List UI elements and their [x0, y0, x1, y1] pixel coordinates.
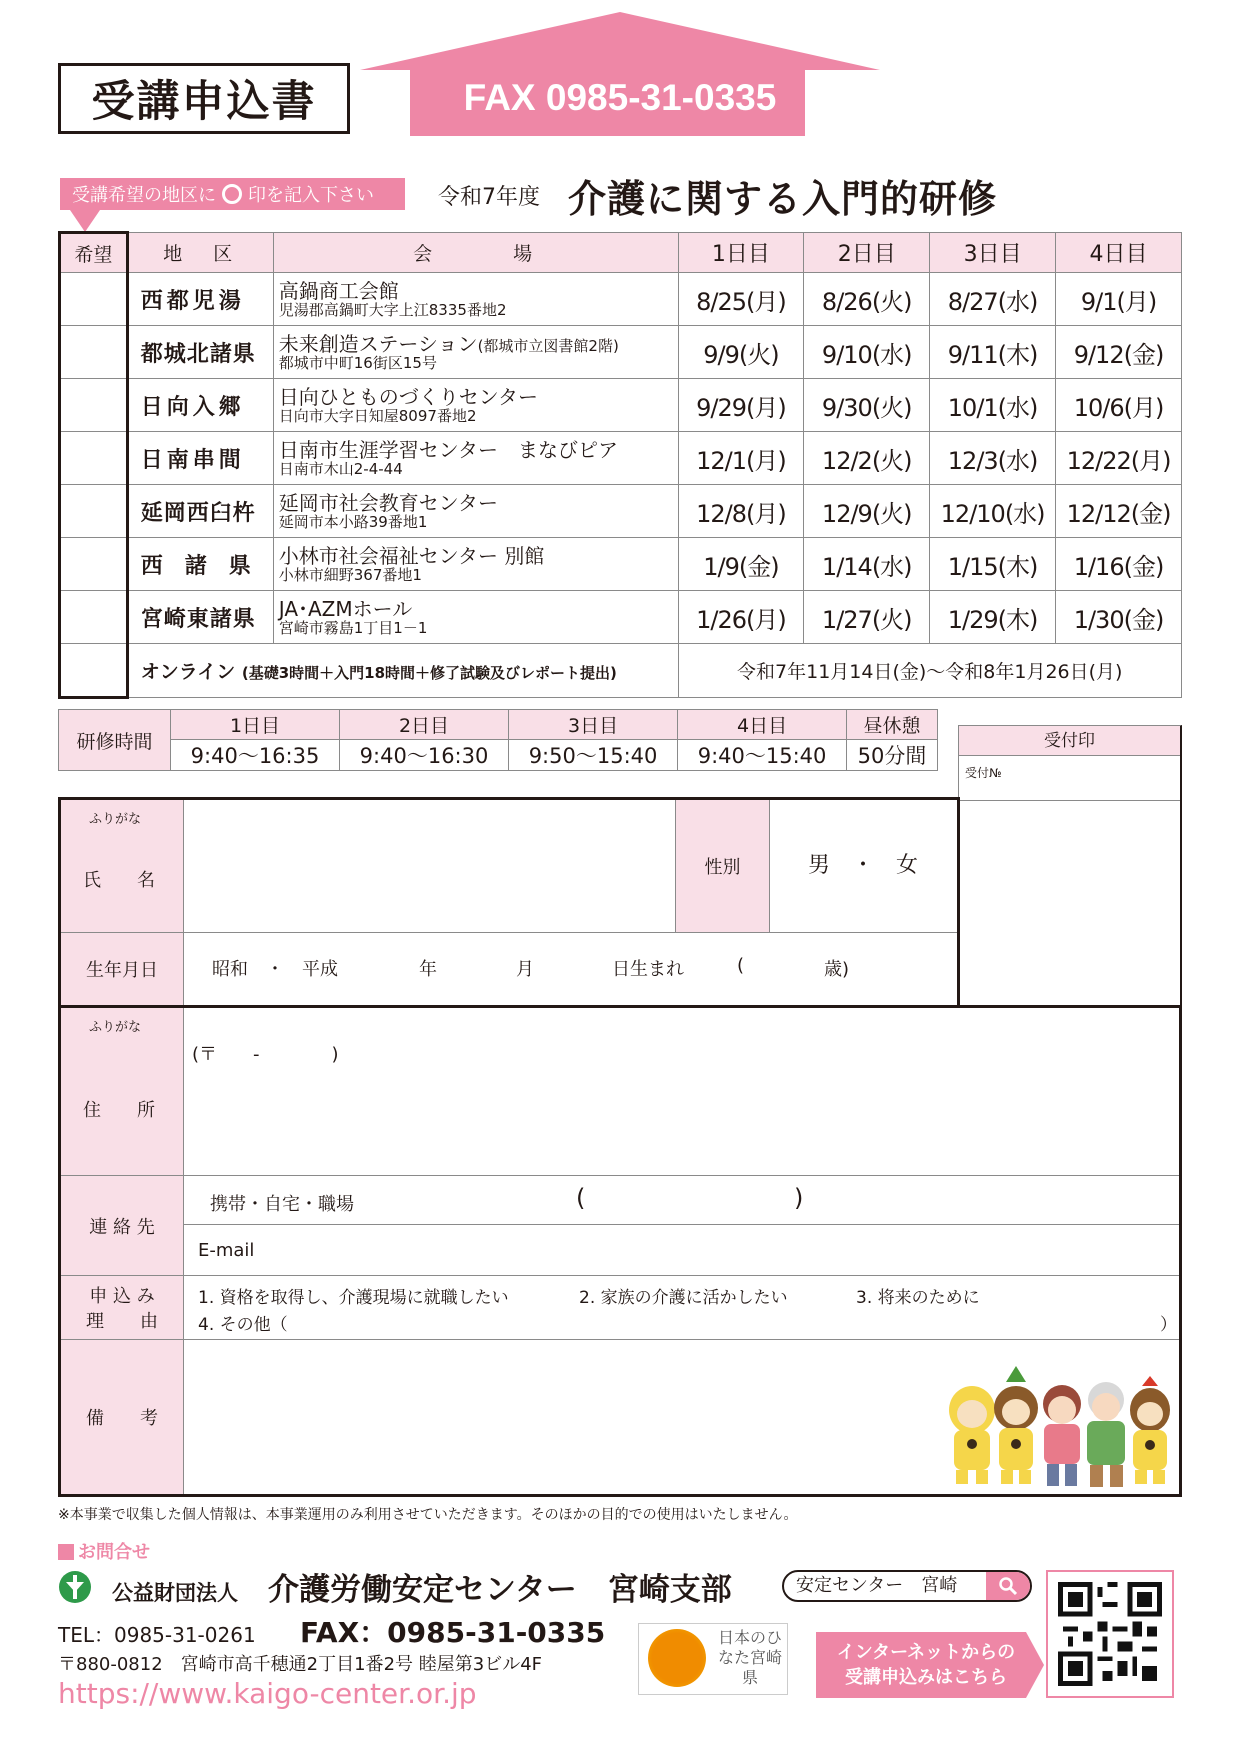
birth-label: 生年月日 — [61, 933, 184, 1005]
hours-header: 2日目 — [340, 710, 509, 740]
hours-value: 9:40～15:40 — [678, 740, 847, 771]
reason-label-line2: 理 由 — [86, 1311, 158, 1332]
venue-name: 延岡市社会教育センター — [278, 490, 498, 515]
birth-input[interactable] — [184, 933, 957, 1005]
want-checkbox[interactable] — [60, 644, 128, 698]
online-period: 令和7年11月14日(金)～令和8年1月26日(月) — [678, 644, 1182, 698]
venue-name: 高鍋商工会館 — [278, 278, 399, 303]
reason-label-line1: 申 込 み — [89, 1286, 155, 1307]
name-furigana-label: ふりがな — [89, 812, 142, 827]
phone-type-options[interactable]: 携帯・自宅・職場 — [210, 1194, 354, 1215]
hours-table — [58, 709, 938, 771]
age-open-paren: ( — [737, 955, 745, 976]
venue-address: 都城市中町16街区15号 — [278, 353, 437, 372]
date-day1: 1/26(月) — [678, 591, 804, 644]
date-day1: 12/1(月) — [678, 432, 804, 485]
region-name: 西都児湯 — [127, 273, 273, 326]
venue-name: 日向ひとものづくりセンター — [278, 384, 538, 409]
header-venue: 会 場 — [273, 233, 678, 273]
gender-options[interactable]: 男 ・ 女 — [770, 800, 957, 933]
want-checkbox[interactable] — [60, 432, 128, 485]
mascot-3 — [1130, 1376, 1170, 1484]
reason-option-3[interactable]: 3. 将来のために — [856, 1288, 980, 1308]
header-day1: 1日目 — [678, 233, 804, 273]
date-day2: 9/30(火) — [804, 379, 930, 432]
online-cell — [127, 644, 678, 698]
date-day4: 10/6(月) — [1056, 379, 1182, 432]
date-day4: 1/16(金) — [1056, 538, 1182, 591]
hours-value: 9:50～15:40 — [509, 740, 678, 771]
region-name: 宮崎東諸県 — [127, 591, 273, 644]
table-row — [60, 326, 1182, 379]
address-label-cell — [61, 1008, 184, 1176]
hours-value: 9:40～16:30 — [340, 740, 509, 771]
online-application-line1: インターネットからの — [836, 1642, 1016, 1663]
date-day4: 1/30(金) — [1056, 591, 1182, 644]
date-day4: 9/12(金) — [1056, 326, 1182, 379]
hours-value: 50分間 — [847, 740, 938, 771]
hours-header: 昼休憩 — [847, 710, 938, 740]
region-name: 日南串間 — [127, 432, 273, 485]
hours-header: 4日目 — [678, 710, 847, 740]
venue-address: 宮崎市霧島1丁目1－1 — [278, 618, 428, 637]
organization-name: 介護労働安定センター 宮崎支部 — [268, 1572, 732, 1608]
birth-day-label: 日生まれ — [612, 959, 684, 980]
header-day3: 3日目 — [930, 233, 1056, 273]
hours-header-row — [59, 710, 938, 740]
remarks-label: 備 考 — [61, 1340, 184, 1494]
receipt-stamp-box — [958, 725, 1182, 1007]
venue-cell — [273, 326, 678, 379]
course-title: 介護に関する入門的研修 — [568, 177, 998, 221]
date-day2: 1/14(水) — [804, 538, 930, 591]
reason-option-other[interactable]: 4. その他（ — [198, 1315, 288, 1335]
region-name: 都城北諸県 — [127, 326, 273, 379]
name-label: 氏 名 — [83, 870, 155, 891]
header-day4: 4日目 — [1056, 233, 1182, 273]
venue-address: 小林市細野367番地1 — [278, 565, 422, 584]
mascot-1 — [949, 1386, 995, 1484]
venue-note: (都城市立図書館2階) — [477, 336, 619, 355]
date-day3: 12/3(水) — [930, 432, 1056, 485]
venue-cell — [273, 432, 678, 485]
name-label-cell — [61, 800, 184, 933]
venue-name: 未来創造ステーション — [278, 331, 478, 356]
table-row — [60, 432, 1182, 485]
reason-option-1[interactable]: 1. 資格を取得し、介護現場に就職したい — [198, 1288, 509, 1308]
tel-number: TEL：0985-31-0261 — [58, 1623, 256, 1647]
want-checkbox[interactable] — [60, 379, 128, 432]
want-checkbox[interactable] — [60, 485, 128, 538]
qr-code[interactable] — [1046, 1570, 1174, 1698]
hinata-logo-text: 日本のひなた宮崎県 — [718, 1628, 783, 1687]
date-day1: 9/9(火) — [678, 326, 804, 379]
postal-code-field[interactable]: (〒 - ) — [192, 1044, 339, 1065]
date-day3: 9/11(木) — [930, 326, 1056, 379]
want-checkbox[interactable] — [60, 326, 128, 379]
date-day3: 10/1(水) — [930, 379, 1056, 432]
date-day3: 12/10(水) — [930, 485, 1056, 538]
schedule-table — [58, 231, 1182, 699]
contact-heading-text: お問合せ — [78, 1542, 150, 1563]
schedule-header-row — [60, 233, 1182, 273]
privacy-note: ※本事業で収集した個人情報は、本事業運用のみ利用させていただきます。そのほかの目的での使用はいたしません。 — [58, 1507, 798, 1523]
venue-name: 小林市社会福祉センター 別館 — [278, 543, 545, 568]
table-row — [60, 538, 1182, 591]
sun-logo-icon — [648, 1629, 706, 1687]
search-button[interactable] — [986, 1572, 1030, 1600]
email-label: E-mail — [198, 1240, 255, 1261]
mascot-characters-illustration — [944, 1352, 1172, 1490]
organization-type: 公益財団法人 — [112, 1581, 238, 1605]
mascot-2 — [994, 1366, 1038, 1484]
square-bullet-icon — [58, 1544, 74, 1560]
address-label: 住 所 — [83, 1100, 155, 1121]
date-day4: 12/12(金) — [1056, 485, 1182, 538]
date-day2: 1/27(火) — [804, 591, 930, 644]
birth-year-label: 年 — [419, 959, 437, 980]
venue-cell — [273, 538, 678, 591]
age-label: 歳) — [824, 959, 850, 980]
reason-other-close: ） — [1160, 1315, 1177, 1335]
office-address: 〒880-0812 宮崎市高千穂通2丁目1番2号 睦屋第3ビル4F — [58, 1654, 542, 1675]
table-row — [60, 591, 1182, 644]
hours-value: 9:40～16:35 — [171, 740, 340, 771]
table-row — [60, 379, 1182, 432]
date-day1: 12/8(月) — [678, 485, 804, 538]
venue-cell — [273, 591, 678, 644]
qr-code-icon — [1058, 1582, 1162, 1686]
date-day2: 8/26(火) — [804, 273, 930, 326]
search-text: 安定センター 宮崎 — [796, 1575, 958, 1596]
mascot-grandma — [1043, 1385, 1081, 1486]
receipt-number-label: 受付№ — [959, 756, 1180, 801]
region-name: 日向入郷 — [127, 379, 273, 432]
contact-heading — [58, 1538, 150, 1564]
email-input[interactable] — [184, 1225, 1179, 1276]
down-arrow-icon — [70, 210, 100, 232]
phone-paren-open: ( — [576, 1184, 586, 1212]
region-instruction-tag — [60, 178, 405, 210]
want-checkbox[interactable] — [60, 538, 128, 591]
online-note: (基礎3時間＋入門18時間＋修了試験及びレポート提出) — [241, 664, 617, 682]
date-day3: 8/27(水) — [930, 273, 1056, 326]
hours-value-row — [59, 740, 938, 771]
venue-address: 児湯郡高鍋町大字上江8335番地2 — [278, 300, 507, 319]
mascot-grandpa — [1087, 1382, 1125, 1487]
venue-name: JA･AZMホール — [278, 596, 413, 621]
date-day3: 1/29(木) — [930, 591, 1056, 644]
circle-mark-icon — [222, 184, 242, 204]
want-checkbox[interactable] — [60, 273, 128, 326]
venue-cell — [273, 273, 678, 326]
hours-header: 1日目 — [171, 710, 340, 740]
header-want: 希望 — [60, 233, 128, 273]
address-input[interactable] — [184, 1008, 1179, 1176]
venue-name: 日南市生涯学習センター まなびピア — [278, 437, 618, 462]
online-label: オンライン — [140, 661, 236, 683]
region-tag-text-pre: 受講希望の地区に — [72, 185, 216, 206]
table-row — [60, 485, 1182, 538]
name-input[interactable] — [184, 800, 676, 933]
form-title: 受講申込書 — [58, 63, 350, 134]
online-application-text[interactable] — [826, 1640, 1026, 1690]
fiscal-year: 令和7年度 — [438, 185, 540, 210]
venue-address: 延岡市本小路39番地1 — [278, 512, 428, 531]
birth-era-options[interactable]: 昭和 ・ 平成 — [212, 959, 338, 980]
address-furigana-label: ふりがな — [89, 1020, 142, 1035]
header-day2: 2日目 — [804, 233, 930, 273]
online-row — [60, 644, 1182, 698]
date-day2: 12/2(火) — [804, 432, 930, 485]
reason-options — [184, 1276, 1179, 1340]
hours-label: 研修時間 — [59, 710, 171, 771]
reason-label — [61, 1276, 184, 1340]
date-day1: 9/29(月) — [678, 379, 804, 432]
receipt-title: 受付印 — [959, 726, 1180, 756]
table-row — [60, 273, 1182, 326]
date-day1: 1/9(金) — [678, 538, 804, 591]
gender-label: 性別 — [676, 800, 770, 933]
date-day3: 1/15(木) — [930, 538, 1056, 591]
contact-label: 連 絡 先 — [61, 1176, 184, 1276]
reason-option-2[interactable]: 2. 家族の介護に活かしたい — [579, 1288, 788, 1308]
organization-logo-icon — [58, 1570, 92, 1604]
hours-header: 3日目 — [509, 710, 678, 740]
online-application-line2: 受講申込みはこちら — [845, 1667, 1007, 1688]
header-region: 地 区 — [127, 233, 273, 273]
venue-address: 日南市木山2-4-44 — [278, 459, 403, 478]
region-name: 西 諸 県 — [127, 538, 273, 591]
venue-cell — [273, 379, 678, 432]
date-day2: 12/9(火) — [804, 485, 930, 538]
venue-address: 日向市大字日知屋8097番地2 — [278, 406, 477, 425]
date-day4: 12/22(月) — [1056, 432, 1182, 485]
date-day1: 8/25(月) — [678, 273, 804, 326]
website-url[interactable]: https://www.kaigo-center.or.jp — [58, 1677, 477, 1710]
search-icon — [998, 1576, 1018, 1596]
venue-cell — [273, 485, 678, 538]
region-name: 延岡西臼杵 — [127, 485, 273, 538]
region-tag-text-post: 印を記入下さい — [248, 185, 374, 206]
fax-number: FAX 0985-31-0335 — [463, 77, 777, 118]
date-day2: 9/10(水) — [804, 326, 930, 379]
phone-input[interactable] — [184, 1176, 1179, 1225]
birth-month-label: 月 — [516, 959, 534, 980]
want-checkbox[interactable] — [60, 591, 128, 644]
date-day4: 9/1(月) — [1056, 273, 1182, 326]
phone-paren-close: ) — [794, 1184, 804, 1212]
footer-fax-number: FAX：0985-31-0335 — [300, 1616, 606, 1649]
